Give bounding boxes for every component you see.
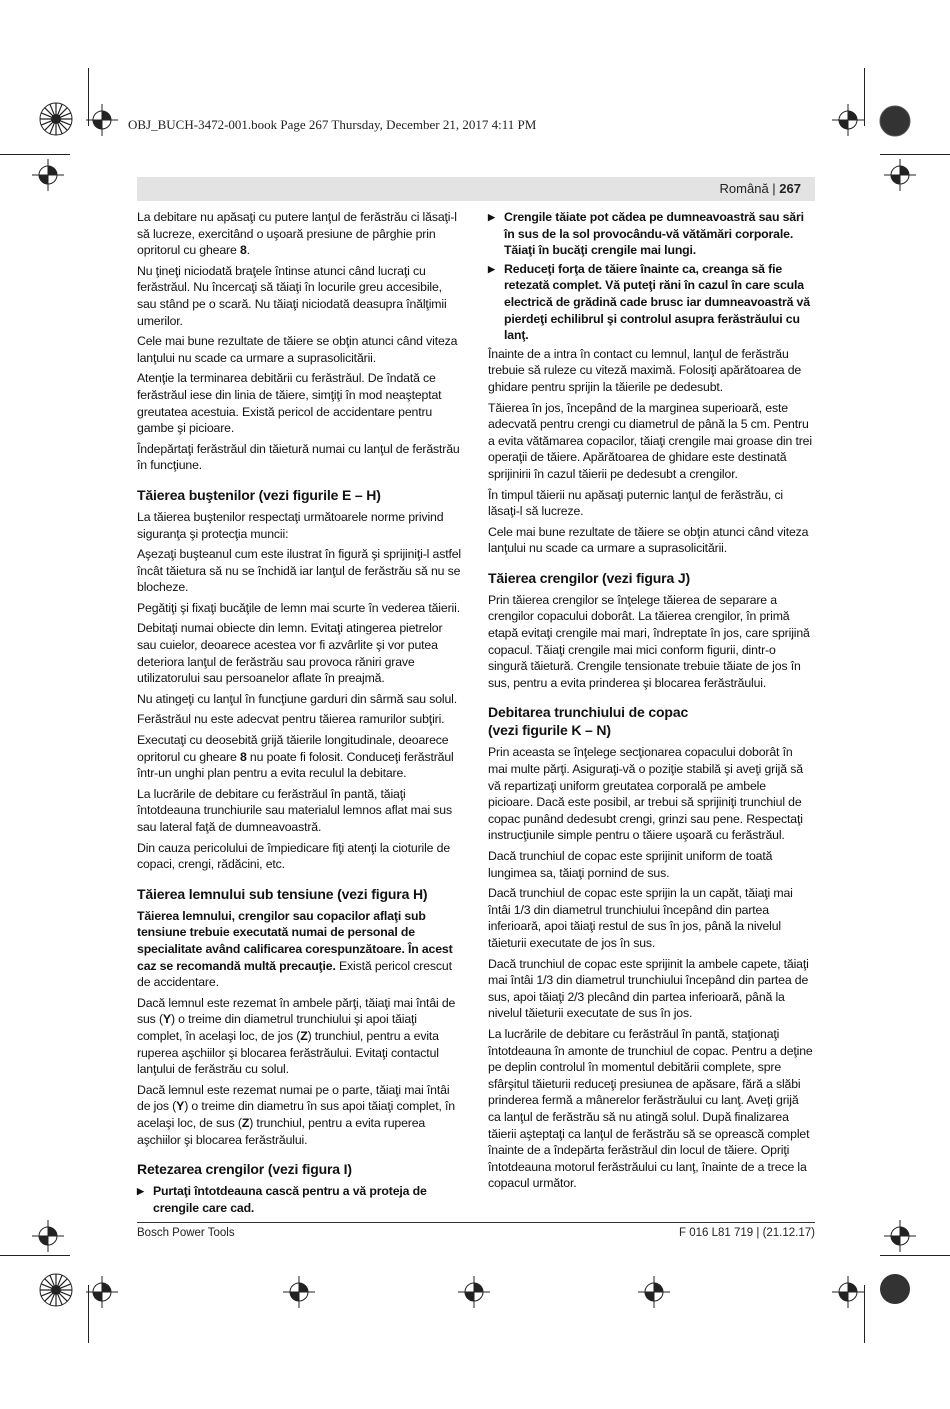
paragraph: Dacă trunchiul de copac este sprijin la un capăt, tăiaţi mai întâi 1/3 din diametrul trunchiului începând din partea inferioară, apoi tăiaţi restul de sus în jos, până la nivelul tăieturii executate de jos în sus. bbox=[488, 886, 793, 950]
paragraph: Înainte de a intra în contact cu lemnul, lanţul de ferăstrău trebuie să ruleze cu viteză maximă. Folosiţi apărătoarea de ghidare pentru sprijin la tăierile pe dedesubt. bbox=[488, 346, 802, 394]
paragraph: Aşezaţi buşteanul cum este ilustrat în figură şi sprijiniţi-l astfel încât tăietura să nu se închidă iar lanţul de ferăstrău să nu se blocheze. bbox=[137, 547, 462, 595]
crop-line-right-top bbox=[880, 154, 950, 155]
crosshair-mark-icon bbox=[884, 1220, 916, 1252]
paragraph: Tăierea în jos, începând de la marginea superioară, este adecvată pentru crengi cu diametrul de până la 5 cm. Pentru a evita vătămarea copacilor, tăiaţi crengile mai groase din trei operaţii de tăiere. Apărătoarea de ghidare este destinată sprijinirii în cazul tăierii pe dedesubt a crengilor. bbox=[488, 400, 812, 481]
section-heading: Retezarea crengilor (vezi figura I) bbox=[137, 1161, 352, 1178]
paragraph: Executaţi cu deosebită grijă tăierile longitudinale, deoarece opritorul cu gheare 8 nu poate fi folosit. Conduceţi ferăstrăul într-un unghi plan pentru a evita reculul la debitare. bbox=[137, 733, 454, 781]
crosshair-mark-icon bbox=[86, 104, 118, 136]
crop-line-left-top bbox=[0, 154, 70, 155]
solid-circle-mark-icon bbox=[878, 104, 912, 138]
paragraph: Din cauza pericolului de împiedicare fiţi atenţi la cioturile de copaci, crengi, rădăcini, etc. bbox=[137, 840, 451, 872]
paragraph: În timpul tăierii nu apăsaţi puternic lanţul de ferăstrău, ci lăsaţi-l să lucreze. bbox=[488, 487, 784, 519]
warning-bullet: ▶ Reduceţi forţa de tăiere înainte ca, creanga să fie retezată complet. Vă puteţi răni în cazul în care scula electrică de grădină cade brusc iar dumneavoastră vă pierdeţi echilibrul şi controlul asupra ferăstrăului cu lanţ. bbox=[488, 261, 814, 344]
crosshair-mark-icon bbox=[86, 1276, 118, 1308]
paragraph: La debitare nu apăsaţi cu putere lanţul de ferăstrău ci lăsaţi-l să lucreze, exercitând o uşoară presiune de pârghie prin opritorul cu gheare 8. bbox=[137, 210, 457, 258]
section-heading: Debitarea trunchiului de copac (vezi figurile K – N) bbox=[488, 704, 689, 739]
crop-line-left-bottom bbox=[0, 1255, 70, 1256]
paragraph: Pegătiţi şi fixaţi bucăţile de lemn mai scurte în vederea tăierii. bbox=[137, 600, 460, 615]
paragraph: Îndepărtaţi ferăstrăul din tăietură numai cu lanţul de ferăstrău în funcţiune. bbox=[137, 441, 460, 473]
paragraph: Dacă lemnul este rezemat în ambele părţi, tăiaţi mai întâi de sus (Y) o treime din diametrul trunchiului şi apoi tăiaţi complet, în acelaşi loc, de jos (Z) trunchiul, pentru a evita ruperea aşchiilor şi blocarea ferăstrăului. Evitaţi contactul lanţului de ferăstrău cu solul. bbox=[137, 995, 456, 1077]
paragraph: Tăierea lemnului, crengilor sau copacilor aflaţi sub tensiune trebuie executată numai de personal de specialitate având calificarea corespunzătoare. În acest caz se recomandă multă precauţie. Există pericol crescut de accidentare. bbox=[137, 908, 453, 990]
registration-mark-icon bbox=[38, 1272, 74, 1308]
warning-bullet: ▶ Crengile tăiate pot cădea pe dumneavoastră sau sări în sus de la sol provocându-vă vătămări corporale. Tăiaţi în bucăţi crengile mai lungi. bbox=[488, 209, 814, 259]
paragraph: La lucrările de debitare cu ferăstrăul în pantă, staţionaţi întotdeauna în amonte de trunchiul de copac. Pentru a deţine pe deplin controlul în momentul debitării complete, spre sfârşitul tăieturii reduceţi presiunea de apăsare, fără a slăbi prinderea fermă a mânerelor ferăstrăului cu lanţ. Aveţi grijă ca lanţul de ferăstrău să nu atingă solul. După finalizarea tăierii aşteptaţi ca lanţul de ferăstrău să se oprească complet înainte de a îndepărta ferăstrăul din locul de tăiere. Opriţi întotdeauna motorul ferăstrăului cu lanţ, înainte de a trece la copacul următor. bbox=[488, 1026, 813, 1191]
footer-rule bbox=[137, 1222, 815, 1223]
crosshair-mark-icon bbox=[32, 1220, 64, 1252]
paragraph: Dacă trunchiul de copac este sprijinit uniform de toată lungimea sa, tăiaţi pornind de sus. bbox=[488, 849, 773, 880]
crop-line-right-bottom bbox=[880, 1255, 950, 1256]
print-slug: OBJ_BUCH-3472-001.book Page 267 Thursday, December 21, 2017 4:11 PM bbox=[128, 117, 537, 132]
paragraph: La lucrările de debitare cu ferăstrăul în pantă, tăiaţi întotdeauna trunchiurile sau materialul lemnos aflat mai sus sau lateral faţă de dumneavoastră. bbox=[137, 786, 452, 834]
warning-bullet: ▶ Purtaţi întotdeauna cască pentru a vă proteja de crengile care cad. bbox=[137, 1183, 463, 1216]
registration-mark-icon bbox=[38, 101, 74, 137]
paragraph: Cele mai bune rezultate de tăiere se obţin atunci când viteza lanţului nu scade ca urmare a suprasolicitării. bbox=[137, 334, 458, 365]
crop-line-bottom-right bbox=[864, 1285, 865, 1343]
footer-brand: Bosch Power Tools bbox=[137, 1227, 235, 1239]
paragraph: Prin tăierea crengilor se înţelege tăierea de separare a crengilor copacului doborât. La tăierea crengilor, în primă etapă evitaţi crengile mai mari, îndreptate în jos, care sprijină copacul. Tăiaţi crengile mai mici conform figurii, dintr-o singură tăietură. Crengile tensionate trebuie tăiate de jos în sus, pentru a evita prinderea şi blocarea ferăstrăului. bbox=[488, 592, 810, 690]
paragraph: Debitaţi numai obiecte din lemn. Evitaţi atingerea pietrelor sau cuielor, deoarece acestea vor fi azvârlite şi vor putea deteriora lanţul de ferăstrău sau provoca răniri grave utilizatorului sau persoanelor aflate în preajmă. bbox=[137, 621, 443, 686]
crosshair-mark-icon bbox=[638, 1276, 670, 1308]
footer-doc-number: F 016 L81 719 | (21.12.17) bbox=[679, 1227, 815, 1239]
paragraph: Dacă trunchiul de copac este sprijinit la ambele capete, tăiaţi mai întâi 1/3 din diametrul trunchiului începând din partea de sus, apoi tăiaţi 2/3 plecând din partea inferioară, până la nivelul tăieturii executate de sus în jos. bbox=[488, 956, 809, 1021]
paragraph: Cele mai bune rezultate de tăiere se obţin atunci când viteza lanţului nu scade ca urmare a suprasolicitării. bbox=[488, 524, 809, 556]
paragraph: La tăierea buştenilor respectaţi următoarele norme privind siguranţa şi protecţia muncii: bbox=[137, 509, 444, 541]
paragraph: Ferăstrăul nu este adecvat pentru tăierea ramurilor subţiri. bbox=[137, 712, 445, 727]
crop-line-top-right bbox=[864, 68, 865, 126]
header-language: Română bbox=[719, 181, 769, 196]
page-number: 267 bbox=[779, 181, 801, 196]
paragraph: Prin aceasta se înţelege secţionarea copacului doborât în mai multe părţi. Asiguraţi-vă o poziţie stabilă şi aveţi grijă să vă repartizaţi uniform greutatea corporală pe ambele picioare. Dacă este posibil, ar trebui să sprijiniţi trunchiul de copac punând dedesubt crengi, grinzi sau pene. Respectaţi instrucţiunile simple pentru o tăiere uşoară cu ferăstrăul. bbox=[488, 745, 803, 843]
section-heading: Tăierea buştenilor (vezi figurile E – H) bbox=[137, 486, 381, 503]
crosshair-mark-icon bbox=[884, 159, 916, 191]
crosshair-mark-icon bbox=[458, 1276, 490, 1308]
section-heading: Tăierea crengilor (vezi figura J) bbox=[488, 569, 691, 586]
paragraph: Nu ţineţi niciodată braţele întinse atunci când lucraţi cu ferăstrăul. Nu încercaţi să tăiaţi în locurile greu accesibile, sau stând pe o scară. Nu tăiaţi niciodată deasupra înălţimii umerilor. bbox=[137, 263, 447, 328]
right-column bbox=[488, 209, 814, 1196]
crosshair-mark-icon bbox=[832, 104, 864, 136]
paragraph: Nu atingeţi cu lanţul în funcţiune garduri din sârmă sau solul. bbox=[137, 691, 458, 706]
paragraph: Atenţie la terminarea debitării cu ferăstrăul. De îndată ce ferăstrăul iese din linia de tăiere, simţiţi în mod neaşteptat greutatea acestuia. Există pericol de accidentare pentru gambe şi picioare. bbox=[137, 371, 442, 436]
page-header-text bbox=[720, 181, 801, 196]
page-header bbox=[137, 177, 815, 201]
section-heading: Tăierea lemnului sub tensiune (vezi figura H) bbox=[137, 885, 428, 902]
crosshair-mark-icon bbox=[832, 1276, 864, 1308]
left-column bbox=[137, 209, 463, 1218]
header-separator: | bbox=[768, 181, 780, 196]
crosshair-mark-icon bbox=[32, 159, 64, 191]
paragraph: Dacă lemnul este rezemat numai pe o parte, tăiaţi mai întâi de jos (Y) o treime din diametru în sus apoi tăiaţi complet, în acelaşi loc, de sus (Z) trunchiul, pentru a evita ruperea aşchiilor şi blocarea ferăstrăului. bbox=[137, 1082, 455, 1147]
solid-circle-mark-icon bbox=[878, 1272, 912, 1306]
crosshair-mark-icon bbox=[283, 1276, 315, 1308]
